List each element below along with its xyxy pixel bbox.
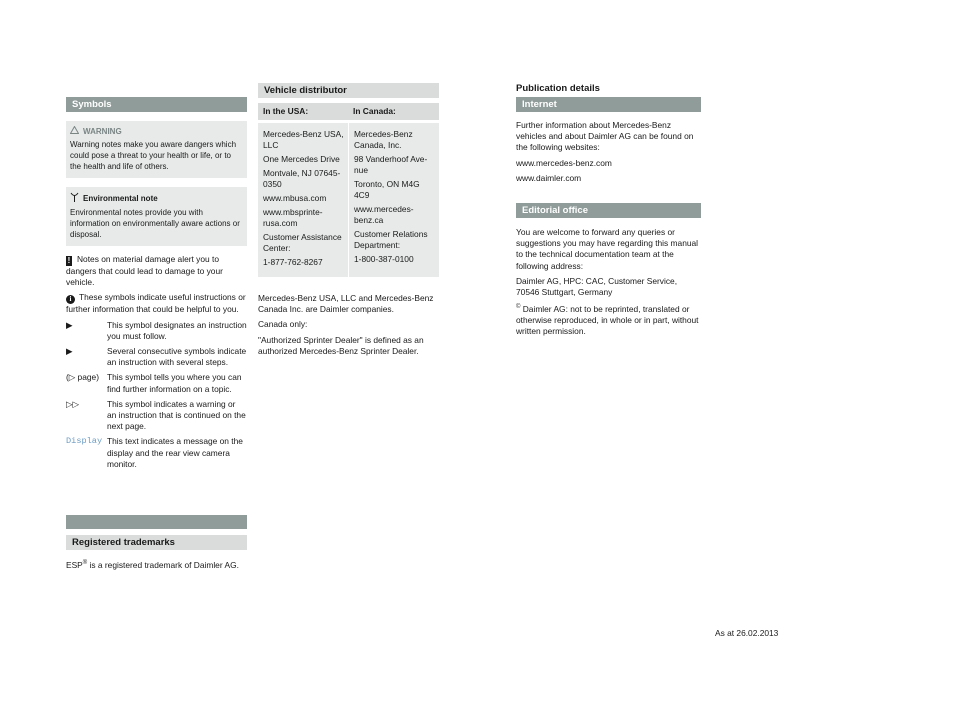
environmental-note: [66, 187, 247, 246]
page-reference-symbol: (▷ page): [66, 372, 99, 383]
distributor-para-3: "Authorized Sprinter Dealer" is defined as an authorized Mercedes-Benz Sprinter Dealer.: [258, 334, 424, 356]
distributor-para-1: Mercedes-Benz USA, LLC and Mercedes-Benz Canada Inc. are Daimler companies.: [258, 293, 434, 315]
distributor-table-header: [258, 103, 439, 120]
symbol-row: (▷ page) This symbol tells you where you can find further information on a topic.: [66, 372, 242, 394]
publication-column: [516, 83, 701, 342]
info-note-text: These symbols indicate useful instructions or further information that could be helpful to you.: [66, 292, 246, 315]
distributor-para-2: Canada only:: [258, 319, 308, 330]
copyright-notice: © Daimler AG: not to be reprinted, translated or otherwise reproduced, in whole or in part, without written permission.: [516, 304, 699, 337]
trademarks-divider-bar: [66, 515, 247, 529]
warning-title: WARNING: [83, 127, 122, 136]
warning-note: [66, 121, 247, 178]
symbol-row: ▶ Several consecutive symbols indicate an instruction with several steps.: [66, 346, 247, 368]
symbols-header: Symbols: [66, 97, 247, 112]
trademarks-header: Registered trademarks: [66, 535, 247, 550]
publication-title: Publication details: [516, 83, 600, 94]
website-link-1[interactable]: www.mercedes-benz.com: [516, 157, 612, 168]
edition-date: As at 26.02.2013: [715, 628, 779, 638]
arrow-icon: ▶: [66, 346, 73, 357]
environmental-title: Environmental note: [83, 194, 158, 203]
damage-note-text: Notes on material damage alert you to dangers that could lead to damage to your vehicle.: [66, 254, 223, 288]
website-link-2[interactable]: www.daimler.com: [516, 172, 582, 183]
distributor-header: Vehicle distributor: [258, 83, 439, 98]
warning-text: Warning notes make you aware dangers which could pose a threat to your health or life, or to the health and life of others.: [70, 140, 237, 171]
symbol-row: ▶ This symbol designates an instruction you must follow.: [66, 319, 247, 341]
display-token: Display: [66, 436, 103, 447]
symbols-column: [66, 97, 247, 474]
usa-column: Mercedes-Benz USA, LLC One Mercedes Drive Montvale, NJ 07645-0350 www.mbusa.com www.mbsprinte-rusa.com Customer Assistance Center: 1-877-762-8267: [263, 129, 344, 267]
col-canada-header: In Canada:: [353, 106, 396, 116]
warning-triangle-icon: [70, 126, 79, 137]
exclamation-icon: !: [67, 256, 71, 265]
environment-icon: [70, 192, 79, 205]
trademarks-section: [66, 515, 247, 575]
arrow-icon: ▶: [66, 319, 73, 330]
internet-header: Internet: [516, 97, 701, 112]
symbol-row: Display This text indicates a message on the display and the rear view camera monitor.: [66, 436, 243, 469]
editorial-header: Editorial office: [516, 203, 701, 218]
col-usa-header: In the USA:: [263, 106, 309, 116]
continued-icon: ▷▷: [66, 398, 79, 409]
trademark-text: ESP® is a registered trademark of Daimler AG.: [66, 559, 239, 570]
symbol-row: ▷▷ This symbol indicates a warning or an instruction that is continued on the next page.: [66, 398, 246, 432]
info-icon: i: [66, 295, 75, 304]
distributor-column: [258, 83, 439, 361]
editorial-address: Daimler AG, HPC: CAC, Customer Service, 70546 Stuttgart, Germany: [516, 275, 678, 298]
environmental-text: Environmental notes provide you with information on environmentally aware actions or disposal.: [70, 208, 240, 239]
internet-text: Further information about Mercedes-Benz vehicles and about Daimler AG can be found on the following websites:: [516, 120, 694, 153]
editorial-text: You are welcome to forward any queries or suggestions you may have regarding this manual to the technical documentation team at the following address:: [516, 227, 699, 271]
distributor-table: [258, 123, 439, 277]
canada-column: Mercedes-Benz Canada, Inc. 98 Vanderhoof Ave-nue Toronto, ON M4G 4C9 www.mercedes-benz.ca Customer Relations Department: 1-800-387-0100: [348, 123, 439, 277]
